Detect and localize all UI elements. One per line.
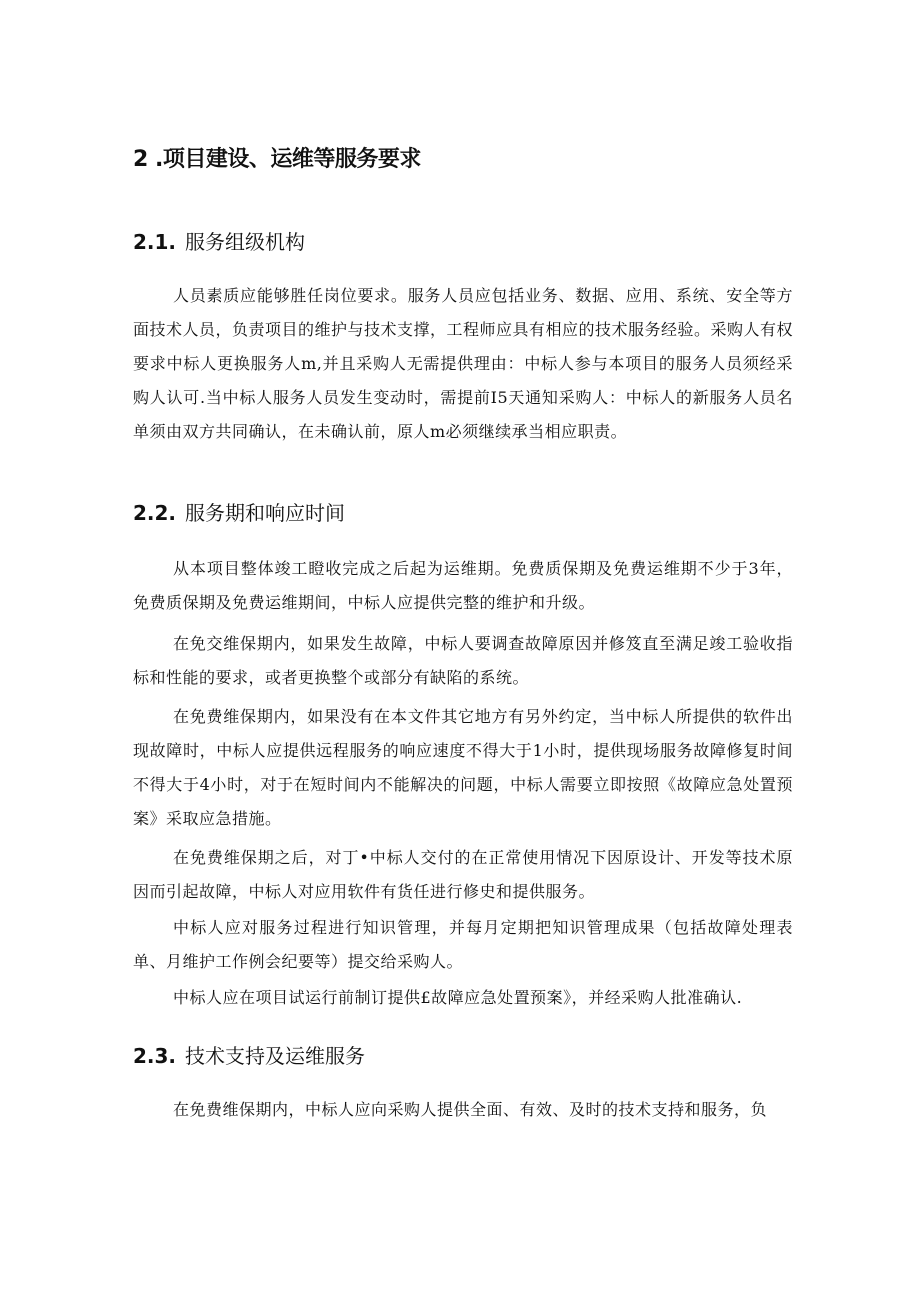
- subsection-heading-2-2: [133, 497, 345, 526]
- subsection-number: 2.1.: [133, 230, 177, 254]
- subsection-number: 2.3.: [133, 1044, 177, 1068]
- subsection-heading-2-1: [133, 226, 305, 255]
- subsection-heading-2-3: [133, 1040, 365, 1069]
- subsection-number: 2.2.: [133, 501, 177, 525]
- paragraph: 在免费维保期之后，对丁•中标人交付的在正常使用情况下因原设计、开发等技术原因而引起故障，中标人对应用软件有货任进行修史和提供服务。: [133, 848, 793, 901]
- subsection-title: 技术支持及运维服务: [185, 1044, 365, 1068]
- subsection-title: 服务期和响应时间: [185, 501, 345, 525]
- subsection-title: 服务组级机构: [185, 230, 305, 254]
- paragraph: 中标人应对服务过程进行知识管理，并每月定期把知识管理成果（包括故障处理表单、月维护工作例会纪要等）提交给采购人。: [133, 918, 793, 971]
- paragraph: 在免交维保期内，如果发生故障，中标人要调查故障原因并修笈直至满足竣工验收指标和性能的要求，或者更换整个或部分有缺陷的系统。: [133, 634, 793, 687]
- paragraph: 在免费维保期内，中标人应向采购人提供全面、有效、及时的技术支持和服务，负: [173, 1100, 768, 1119]
- paragraph: 中标人应在项目试运行前制订提供£故障应急处置预案》，并经采购人批准确认.: [173, 988, 743, 1007]
- paragraph: 人员素质应能够胜任岗位要求。服务人员应包括业务、数据、应用、系统、安全等方面技术人员，负责项目的维护与技术支撑，工程师应具有相应的技术服务经验。采购人有权要求中标人更换服务人m,并且采购人无需提供理由：中标人参与本项目的服务人员须经采购人认可.当中标人服务人员发生变动时，需提前I5天通知采购人：中标人的新服务人员名单须由双方共同确认，在未确认前，原人m必须继续承当相应职责。: [133, 286, 794, 441]
- section-heading: 2 .项目建设、运维等服务要求: [133, 147, 421, 172]
- paragraph: 从本项目整体竣工瞪收完成之后起为运维期。免费质保期及免费运维期不少于3年，免费质保期及免费运维期间，中标人应提供完整的维护和升级。: [133, 559, 793, 612]
- paragraph: 在免费维保期内，如果没有在本文件其它地方有另外约定，当中标人所提供的软件出现故障时，中标人应提供远程服务的响应速度不得大于1小时，提供现场服务故障修复时间不得大于4小时，对于在短时间内不能解决的问题，中标人需要立即按照《故障应急处置预案》采取应急措施。: [133, 707, 793, 828]
